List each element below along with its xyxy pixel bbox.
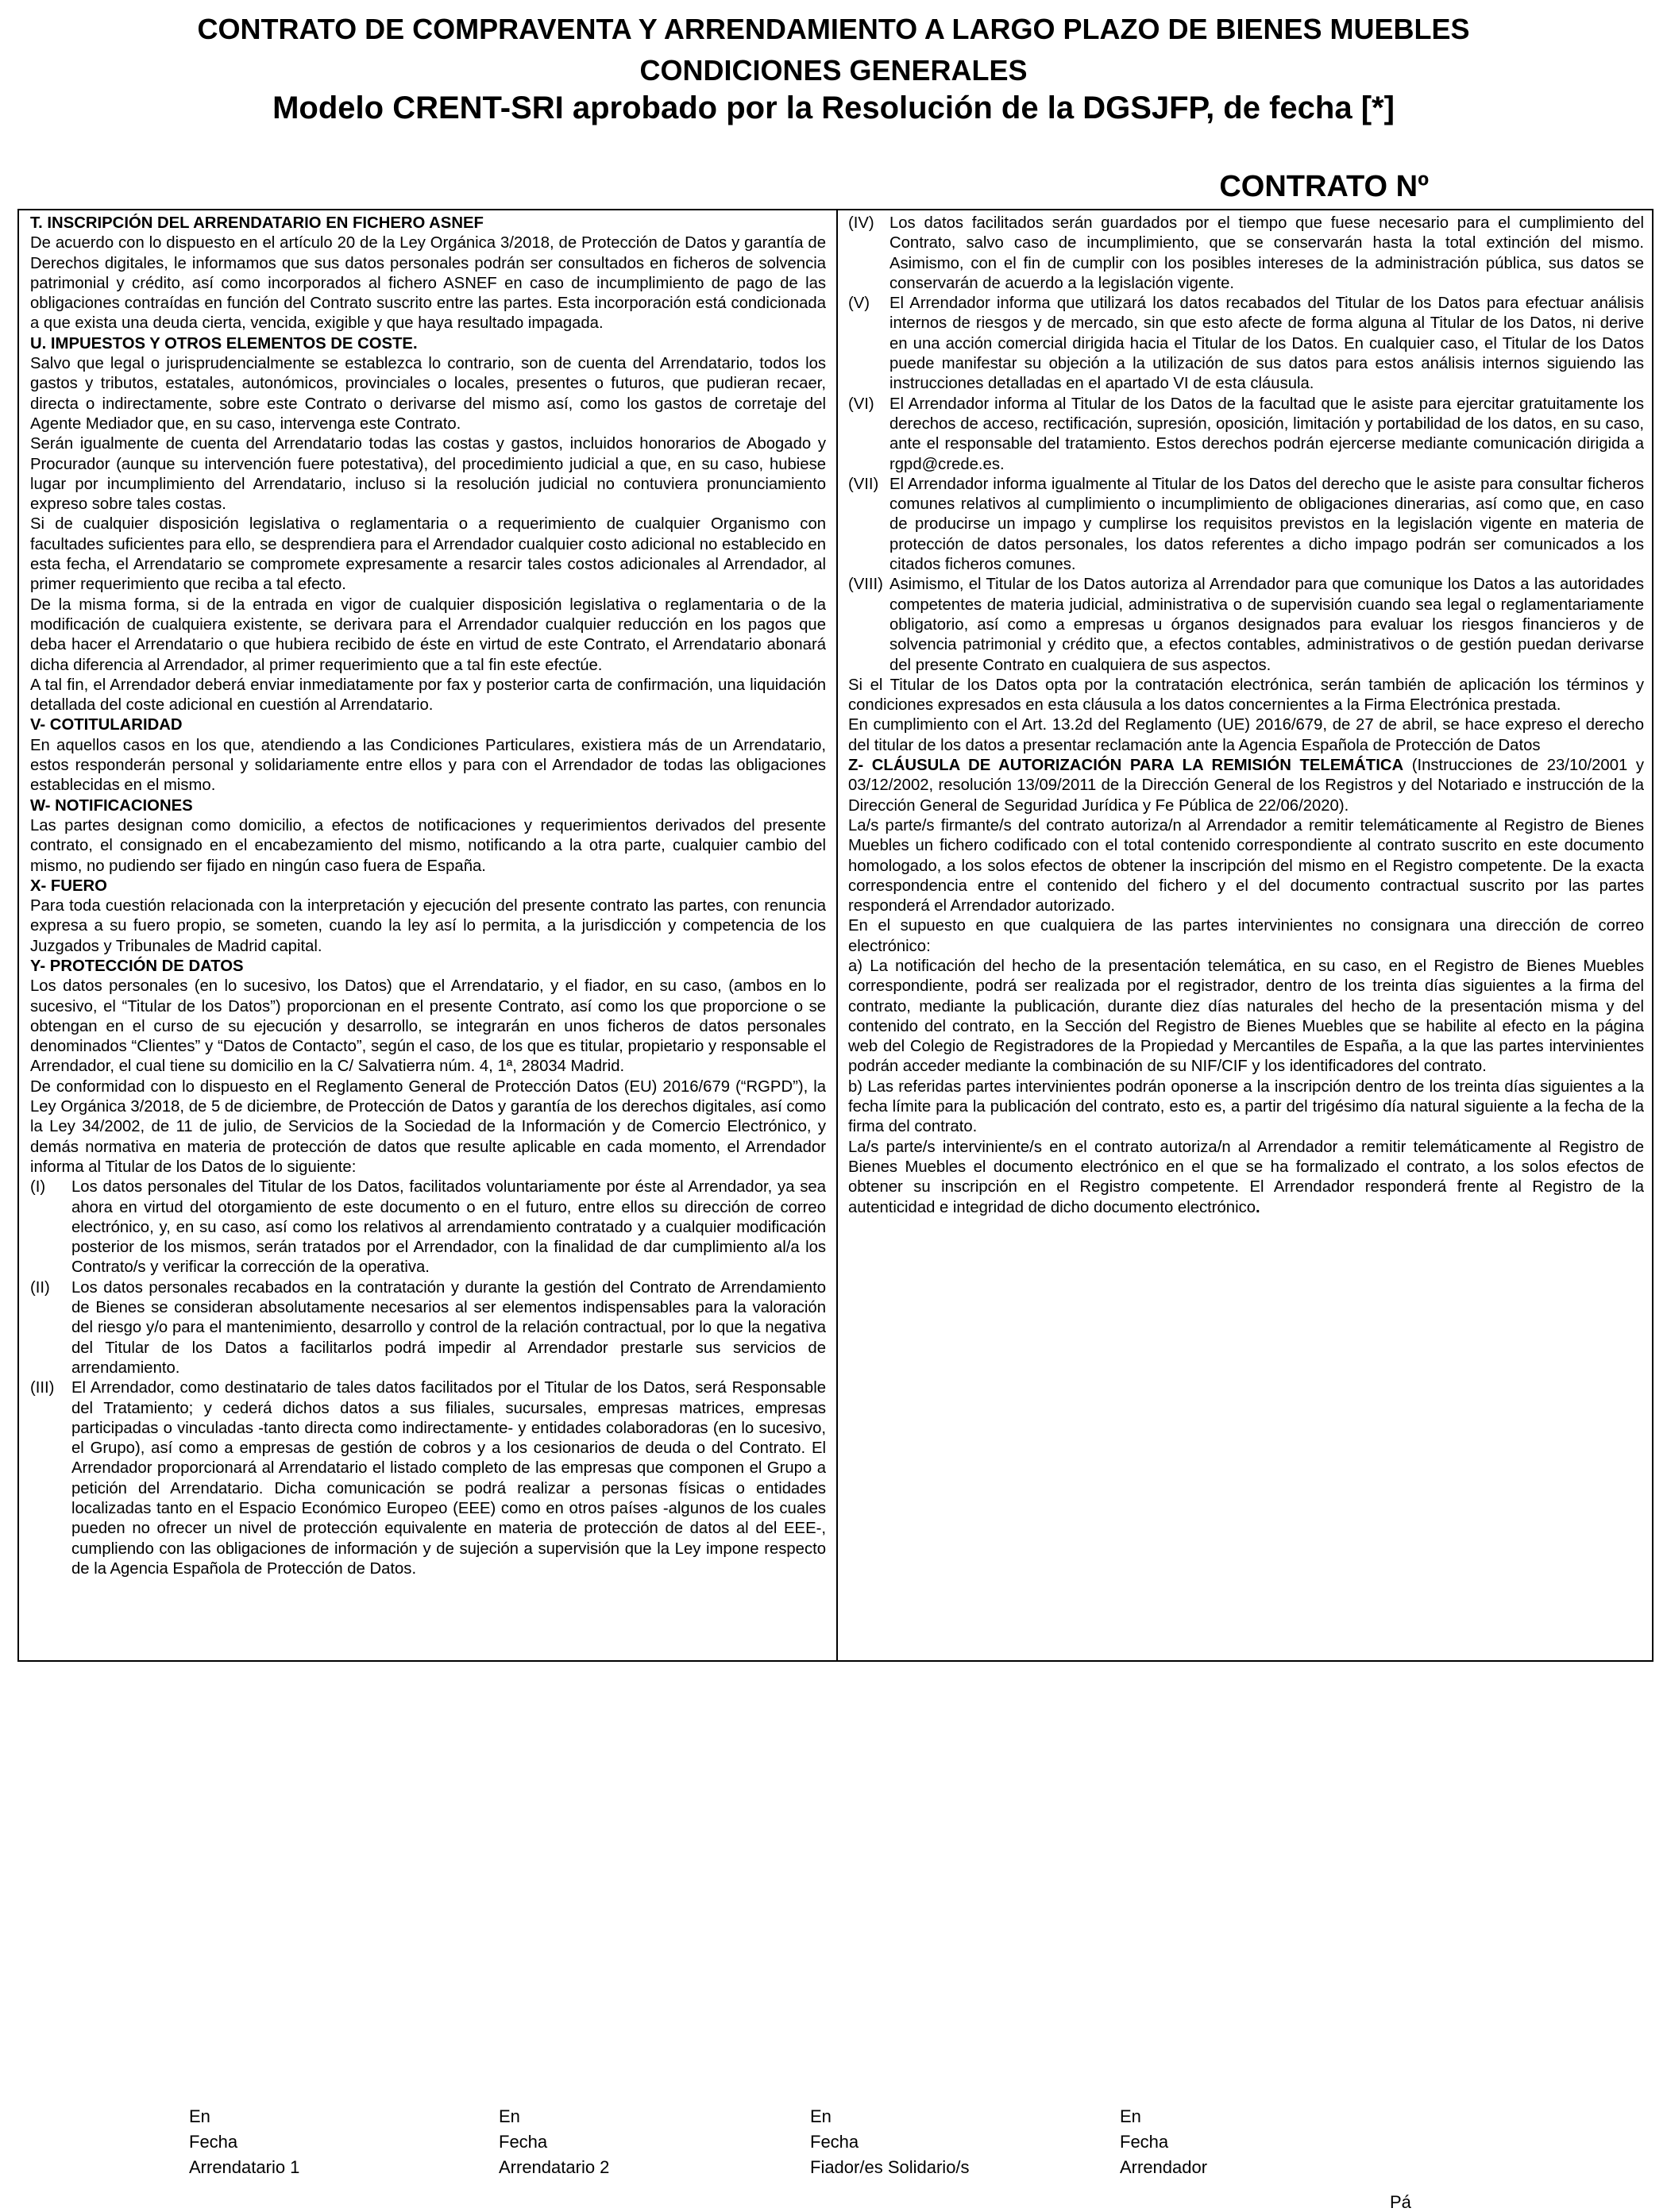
clause-y-paragraph: En cumplimiento con el Art. 13.2d del Reglamento (UE) 2016/679, de 27 de abril, se hace expreso el derecho del titular de los datos a presentar reclamación ante la Agencia Española de Protección de Datos <box>848 716 1644 754</box>
clause-v-heading: V- COTITULARIDAD <box>30 716 183 734</box>
model-approval-line: Modelo CRENT-SRI aprobado por la Resolución de la DGSJFP, de fecha [*] <box>272 91 1395 125</box>
item-number: (VII) <box>848 475 879 493</box>
right-column <box>848 214 1644 1218</box>
data-item-vii <box>848 475 1644 575</box>
item-number: (IV) <box>848 214 874 232</box>
signature-date: Fecha <box>499 2132 548 2152</box>
item-number: (II) <box>30 1278 50 1297</box>
signature-role: Arrendatario 2 <box>499 2157 610 2177</box>
clause-t-heading: T. INSCRIPCIÓN DEL ARRENDATARIO EN FICHERO ASNEF <box>30 214 484 232</box>
left-column <box>30 214 826 1579</box>
data-item-i <box>30 1177 826 1277</box>
data-item-iii <box>30 1378 826 1579</box>
clause-z-instructions: (Instrucciones de 23/10/2001 y 03/12/2002, resolución 13/09/2011 de la Dirección General de los Registros y del Notariado e instrucción de la Dirección General de Seguridad Jurídica y Fe Pública de 22/06/2020). <box>848 757 1644 815</box>
column-divider <box>836 210 838 1660</box>
clause-u-paragraph: De la misma forma, si de la entrada en vigor de cualquier disposición legislativa o reglamentaria o de la modificación de cualquiera existente, se derivara para el Arrendador cualquier reducción en los pagos que deba hacer el Arrendatario o que hubiera recibido de éste en virtud de este Contrato, el Arrendatario abonará dicha diferencia al Arrendador, al primer requerimiento que a tal fin este efectúe. <box>30 595 826 674</box>
item-number: (I) <box>30 1178 46 1197</box>
item-number: (III) <box>30 1379 55 1397</box>
clause-y-paragraph: Los datos personales (en lo sucesivo, los Datos) que el Arrendatario, y el fiador, en su caso, (ambos en lo sucesivo, el “Titular de los Datos”) proporcionan en el presente Contrato, así como los que proporcione o se obtengan en el curso de su ejecución y desarrollo, se integrarán en unos ficheros de datos personales denominados “Clientes” y “Datos de Contacto”, según el caso, de los que es titular, propietario y responsable el Arrendador, el cual tiene su domicilio en la C/ Salvatierra núm. 4, 1ª, 28034 Madrid. <box>30 977 826 1076</box>
clause-y-paragraph: Si el Titular de los Datos opta por la contratación electrónica, serán también de aplicación los términos y condiciones expresados en esta cláusula a los datos concernientes a la Firma Electrónica prestada. <box>848 676 1644 715</box>
signature-date: Fecha <box>810 2132 859 2152</box>
signature-block-arrendador <box>1120 2104 1207 2180</box>
data-item-v <box>848 294 1644 394</box>
page-number-label: Pá <box>1390 2192 1411 2212</box>
item-number: (V) <box>848 295 870 313</box>
item-text: Los datos personales recabados en la contratación y durante la gestión del Contrato de Arrendamiento de Bienes se consideran absolutamente necesarios al ser elementos indispensables para la valoración del riesgo y/o para el mantenimiento, desarrollo y control de la relación contractual, por lo que la negativa del Titular de los Datos a facilitarlos podrá impedir al Arrendador prestarle sus servicios de arrendamiento. <box>71 1278 826 1377</box>
clause-y-heading: Y- PROTECCIÓN DE DATOS <box>30 957 244 975</box>
clause-z-final-period: . <box>1256 1198 1260 1216</box>
item-number: (VIII) <box>848 576 883 594</box>
clause-z-intro <box>848 756 1644 816</box>
clause-u-heading: U. IMPUESTOS Y OTROS ELEMENTOS DE COSTE. <box>30 334 418 353</box>
item-text: El Arrendador informa igualmente al Titular de los Datos del derecho que le asiste para consultar ficheros comunes relativos al cumplimiento o incumplimiento de obligaciones dinerarias, así como que, en caso de producirse un impago y cumplirse los requisitos previstos en la legislación vigente en materia de protección de datos personales, los datos referentes a dicho impago podrán ser comunicados a los citados ficheros comunes. <box>889 475 1644 574</box>
clause-z-paragraph <box>848 1138 1644 1218</box>
data-item-iv <box>848 214 1644 294</box>
item-text: El Arrendador, como destinatario de tales datos facilitados por el Titular de los Datos, será Responsable del Tratamiento; y cederá dichos datos a sus filiales, sucursales, empresas matrices, empresas participadas o vinculadas -tanto directa como indirectamente- y entidades colaboradoras (en lo sucesivo, el Grupo), así como a empresas de gestión de cobros y a los cesionarios de deuda o del Contrato. El Arrendador proporcionará al Arrendatario el listado completo de las empresas que componen el Grupo a petición del Arrendatario. Dicha comunicación se podrá realizar a personas físicas o entidades localizadas tanto en el Espacio Económico Europeo (EEE) como en otros países -algunos de los cuales pueden no ofrecer un nivel de protección equivalente en materia de protección de datos al del EEE-, cumpliendo con las obligaciones de información y de sujeción a supervisión que la Ley impone respecto de la Agencia Española de Protección de Datos. <box>71 1379 826 1578</box>
clause-v-paragraph: En aquellos casos en los que, atendiendo a las Condiciones Particulares, existiera más de un Arrendatario, estos responderán personal y solidariamente entre ellos y para con el Arrendador de todas las obligaciones establecidas en el mismo. <box>30 736 826 795</box>
signature-date: Fecha <box>1120 2132 1169 2152</box>
clause-u-paragraph: Salvo que legal o jurisprudencialmente se establezca lo contrario, son de cuenta del Arrendatario, todos los gastos y tributos, estatales, autonómicos, provinciales o locales, presentes o futuros, que pudieran recaer, directa o indirectamente, sobre este Contrato o derivarse del mismo así, como los gastos de corretaje del Agente Mediador que, en su caso, intervenga este Contrato. <box>30 355 826 433</box>
item-text: Los datos personales del Titular de los Datos, facilitados voluntariamente por éste al Arrendador, ya sea ahora en virtud del otorgamiento de este documento o en el futuro, entre ellos su dirección de correo electrónico, y, en su caso, así como los relativos al arrendamiento contratado y a cualquier modificación posterior de los mismos, serán tratados por el Arrendador, con la finalidad de dar cumplimiento al/a los Contrato/s y verificar la corrección de la operativa. <box>71 1178 826 1277</box>
item-text: El Arrendador informa que utilizará los datos recabados del Titular de los Datos para efectuar análisis internos de riesgos y de mercado, sin que esto afecte de forma alguna al Titular de los Datos, ni derive en una acción comercial dirigida hacia el Titular de los Datos. En cualquier caso, el Titular de los Datos puede manifestar su objeción a la utilización de sus datos para estos análisis internos siguiendo las instrucciones detalladas en el apartado VI de esta cláusula. <box>889 295 1644 393</box>
clause-z-text: La/s parte/s interviniente/s en el contrato autoriza/n al Arrendador a remitir telemáticamente al Registro de Bienes Muebles el documento electrónico en el que se ha formalizado el contrato, a los solos efectos de obtener su inscripción en el Registro competente. El Arrendador responderá frente al Registro de la autenticidad e integridad de dicho documento electrónico <box>848 1138 1644 1216</box>
document-title: CONTRATO DE COMPRAVENTA Y ARRENDAMIENTO A LARGO PLAZO DE BIENES MUEBLES <box>197 13 1470 45</box>
clause-w-paragraph: Las partes designan como domicilio, a efectos de notificaciones y requerimientos derivados del presente contrato, el consignado en el encabezamiento del mismo, notificando a la otra parte, cualquier cambio del mismo, no pudiendo ser fijado en ningún caso fuera de España. <box>30 816 826 875</box>
clause-u-paragraph: Serán igualmente de cuenta del Arrendatario todas las costas y gastos, incluidos honorarios de Abogado y Procurador (aunque su intervención fuere potestativa), del procedimiento judicial a que, en su caso, hubiese lugar por incumplimiento del Arrendatario, incluso si la resolución judicial no contuviera pronunciamiento expreso sobre tales costas. <box>30 435 826 514</box>
item-text: Los datos facilitados serán guardados por el tiempo que fuese necesario para el cumplimiento del Contrato, salvo caso de incumplimiento, que se conservarán hasta la total extinción del mismo. Asimismo, con el fin de cumplir con los posibles intereses de la administración pública, sus datos se conservarán de acuerdo a la legislación vigente. <box>889 214 1644 292</box>
data-item-ii <box>30 1278 826 1378</box>
item-text: Asimismo, el Titular de los Datos autoriza al Arrendador para que comunique los Datos a las autoridades competentes de materia judicial, administrativa o de supervisión cuando sea legal o reglamentariamente obligatorio, así como a empresas u órganos designados para evaluar los riesgos financieros y de solvencia patrimonial y crédito que, a efectos contables, administrativos o de gestión puedan derivarse del presente Contrato en cualquiera de sus aspectos. <box>889 576 1644 674</box>
document-subtitle: CONDICIONES GENERALES <box>639 54 1028 87</box>
clause-z-heading: Z- CLÁUSULA DE AUTORIZACIÓN PARA LA REMISIÓN TELEMÁTICA <box>848 757 1404 775</box>
signature-date: Fecha <box>189 2132 238 2152</box>
item-text: El Arrendador informa al Titular de los Datos de la facultad que le asiste para ejercitar gratuitamente los derechos de acceso, rectificación, supresión, oposición, limitación y portabilidad de los datos, en su caso, ante el responsable del tratamiento. Estos derechos podrán ejercerse mediante comunicación dirigida a rgpd@crede.es. <box>889 395 1644 473</box>
conditions-frame <box>17 209 1653 1662</box>
clause-w-heading: W- NOTIFICACIONES <box>30 796 193 815</box>
signature-role: Fiador/es Solidario/s <box>810 2157 970 2177</box>
clause-z-paragraph: La/s parte/s firmante/s del contrato autoriza/n al Arrendador a remitir telemáticamente al Registro de Bienes Muebles un fichero codificado con el total contenido correspondiente al contrato suscrito en este documento homologado, a los solos efectos de obtener la inscripción del mismo en el Registro competente. De la exacta correspondencia entre el contenido del fichero y el del documento contractual suscrito por las partes responderá el Arrendador autorizado. <box>848 816 1644 915</box>
signature-role: Arrendatario 1 <box>189 2157 300 2177</box>
signature-place: En <box>1120 2106 1141 2126</box>
clause-z-paragraph: a) La notificación del hecho de la presentación telemática, en su caso, en el Registro de Bienes Muebles correspondiente, podrá ser realizada por el registrador, dentro de los treinta días siguientes a la firma del contrato, mediante la publicación, durante diez días naturales del hecho de la presentación misma y del contenido del contrato, en la Sección del Registro de Bienes Muebles que se habilite al efecto en la página web del Colegio de Registradores de la Propiedad y Mercantiles de España, a la que las partes intervinientes podrán acceder mediante la combinación de su NIF/CIF y los identificadores del contrato. <box>848 957 1644 1076</box>
signature-block-arrendatario-2 <box>499 2104 609 2180</box>
clause-z-paragraph: En el supuesto en que cualquiera de las partes intervinientes no consignara una dirección de correo electrónico: <box>848 917 1644 955</box>
clause-z-paragraph: b) Las referidas partes intervinientes podrán oponerse a la inscripción dentro de los treinta días siguientes a la fecha límite para la publicación del contrato, esto es, a partir del trigésimo día natural siguiente a la fecha de la firma del contrato. <box>848 1077 1644 1136</box>
signature-place: En <box>499 2106 520 2126</box>
data-item-vi <box>848 395 1644 475</box>
clause-u-paragraph: A tal fin, el Arrendador deberá enviar inmediatamente por fax y posterior carta de confirmación, una liquidación detallada del coste adicional en cuestión al Arrendatario. <box>30 676 826 715</box>
clause-y-paragraph: De conformidad con lo dispuesto en el Reglamento General de Protección Datos (EU) 2016/679 (“RGPD”), la Ley Orgánica 3/2018, de 5 de diciembre, de Protección de Datos y garantía de los derechos digitales, así como la Ley 34/2002, de 11 de julio, de Servicios de la Sociedad de la Información y de Comercio Electrónico, y demás normativa en materia de protección de datos que resulte aplicable en cada momento, el Arrendador informa al Titular de los Datos de lo siguiente: <box>30 1077 826 1176</box>
item-number: (VI) <box>848 395 874 413</box>
signature-role: Arrendador <box>1120 2157 1208 2177</box>
clause-x-heading: X- FUERO <box>30 877 107 895</box>
clause-t-paragraph: De acuerdo con lo dispuesto en el artículo 20 de la Ley Orgánica 3/2018, de Protección de Datos y garantía de Derechos digitales, le informamos que sus datos personales podrán ser consultados en ficheros de solvencia patrimonial y crédito, así como incorporados al fichero ASNEF en caso de incumplimiento de pago de las obligaciones contraídas en función del Contrato suscrito entre las partes. Esta incorporación está condicionada a que exista una deuda cierta, vencida, exigible y que haya resultado impagada. <box>30 234 826 333</box>
clause-x-paragraph: Para toda cuestión relacionada con la interpretación y ejecución del presente contrato las partes, con renuncia expresa a su fuero propio, se someten, cuando la ley así lo permita, a la jurisdicción y competencia de los Juzgados y Tribunales de Madrid capital. <box>30 897 826 955</box>
data-item-viii <box>848 575 1644 675</box>
contract-number-label: CONTRATO Nº <box>1219 170 1429 203</box>
signature-block-fiador <box>810 2104 970 2180</box>
signature-block-arrendatario-1 <box>189 2104 299 2180</box>
signature-place: En <box>189 2106 210 2126</box>
clause-u-paragraph: Si de cualquier disposición legislativa o reglamentaria o a requerimiento de cualquier Organismo con facultades suficientes para ello, se desprendiera para el Arrendador cualquier costo adicional no establecido en esta fecha, el Arrendatario se compromete expresamente a resarcir tales costos adicionales al Arrendador, al primer requerimiento que reciba a tal efecto. <box>30 515 826 594</box>
signature-place: En <box>810 2106 832 2126</box>
